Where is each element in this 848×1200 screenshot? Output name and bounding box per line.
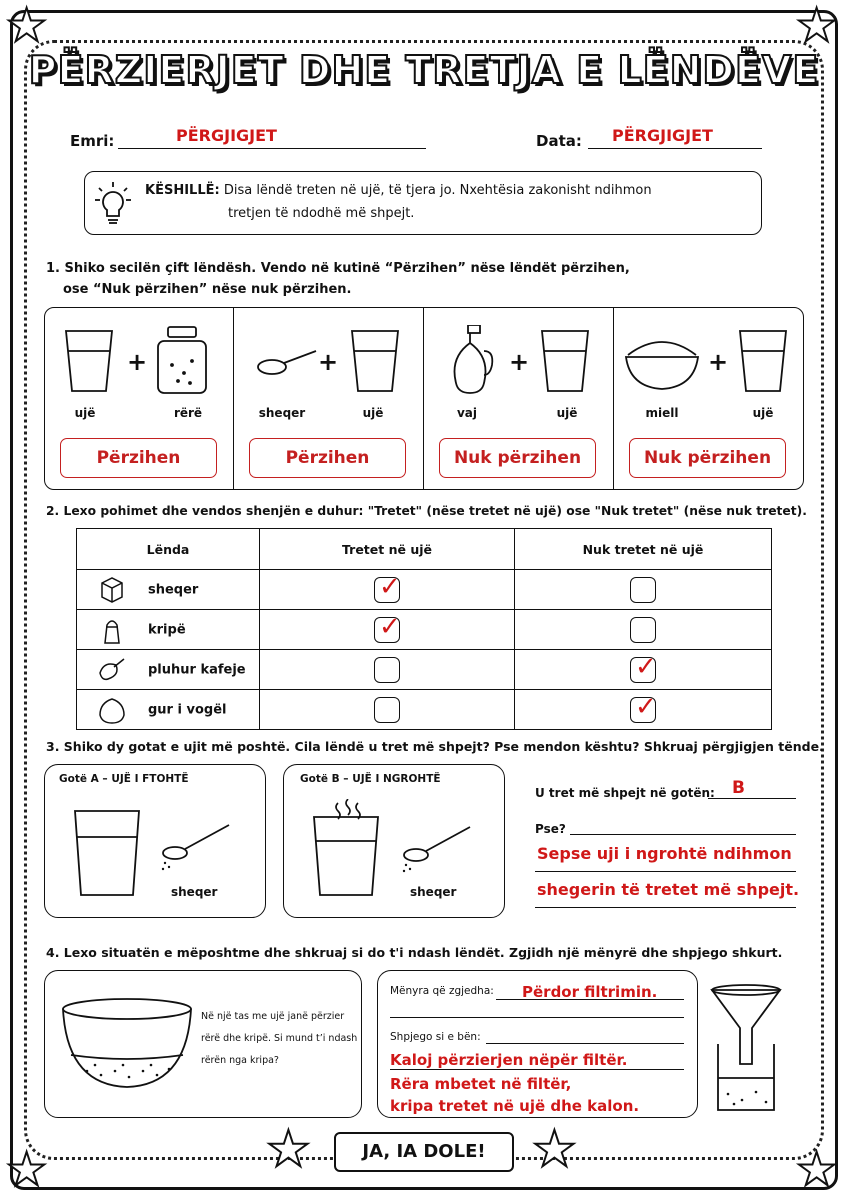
- star-icon: ★: [6, 1142, 48, 1196]
- glass-a-panel: [44, 764, 266, 918]
- q1-label: ujë: [752, 406, 774, 420]
- q1-answer-box[interactable]: Nuk përzihen: [439, 438, 596, 478]
- explain-line[interactable]: [390, 1069, 684, 1070]
- plus-sign: +: [509, 348, 530, 376]
- explain-answer-1: Kaloj përzierjen nëpër filtër.: [390, 1051, 628, 1069]
- faster-label: U tret më shpejt në gotën:: [535, 786, 715, 800]
- q1-prompt-2: ose “Nuk përzihen” nëse nuk përzihen.: [63, 282, 352, 297]
- substance-name: sheqer: [148, 582, 199, 597]
- why-line[interactable]: [535, 907, 796, 908]
- star-icon: ★: [796, 0, 838, 52]
- lightbulb-icon: [93, 180, 133, 226]
- explain-line[interactable]: [486, 1043, 684, 1044]
- explain-label: Shpjego si e bën:: [390, 1031, 481, 1043]
- dissolves-checkbox[interactable]: [374, 657, 400, 683]
- sand-jar-icon: [158, 327, 206, 393]
- table-row: [77, 690, 772, 730]
- not-dissolves-checkbox[interactable]: [630, 577, 656, 603]
- dissolves-checkbox[interactable]: [374, 611, 401, 643]
- name-label: Emri:: [70, 132, 115, 150]
- glass-b-title: Gotë B – UJË I NGROHTË: [300, 773, 441, 785]
- funnel-filter-icon: [708, 982, 788, 1118]
- col-header: Lënda: [77, 529, 260, 570]
- check-mark: ✓: [379, 571, 401, 602]
- water-glass-icon: [66, 331, 112, 391]
- dissolves-checkbox[interactable]: [374, 571, 401, 603]
- q1-label: rërë: [173, 406, 203, 420]
- col-header: Tretet në ujë: [260, 529, 515, 570]
- answer-panel: [377, 970, 698, 1118]
- q1-label: ujë: [362, 406, 384, 420]
- plus-sign: +: [708, 348, 729, 376]
- method-line[interactable]: [390, 1017, 684, 1018]
- check-mark: ✓: [635, 691, 657, 722]
- date-answer: PËRGJIGJET: [612, 126, 713, 145]
- q1-answer-box[interactable]: Përzihen: [60, 438, 217, 478]
- coffee-scoop-icon: [78, 655, 148, 685]
- dissolves-checkbox[interactable]: [374, 697, 400, 723]
- tip-text-1: Disa lëndë treten në ujë, të tjera jo. Nxehtësia zakonisht ndihmon: [223, 183, 652, 198]
- scenario-panel: [44, 970, 362, 1118]
- plus-sign: +: [127, 348, 148, 376]
- q1-label: vaj: [456, 406, 478, 420]
- q1-label: miell: [645, 406, 679, 420]
- plus-sign: +: [318, 348, 339, 376]
- why-line[interactable]: [570, 834, 796, 835]
- why-label: Pse?: [535, 822, 566, 836]
- cold-water-glass-icon: [69, 807, 249, 897]
- star-icon: ★: [6, 0, 48, 52]
- not-dissolves-checkbox[interactable]: [630, 651, 657, 683]
- method-label: Mënyra që zgjedha:: [390, 985, 494, 997]
- name-line[interactable]: [118, 148, 426, 149]
- q1-label: ujë: [74, 406, 96, 420]
- q1-answer-box[interactable]: Përzihen: [249, 438, 406, 478]
- faster-answer: B: [732, 778, 745, 798]
- warm-water-glass-icon: [308, 799, 488, 899]
- name-answer: PËRGJIGJET: [176, 126, 277, 145]
- smiling-star-icon: ★: [266, 1120, 311, 1178]
- water-glass-icon: [740, 331, 786, 391]
- q1-label: ujë: [556, 406, 578, 420]
- sugar-cube-icon: [78, 575, 148, 605]
- why-answer-2: shegerin të tretet më shpejt.: [537, 880, 800, 899]
- water-glass-icon: [542, 331, 588, 391]
- not-dissolves-checkbox[interactable]: [630, 691, 657, 723]
- col-header: Nuk tretet në ujë: [515, 529, 772, 570]
- not-dissolves-checkbox[interactable]: [630, 617, 656, 643]
- glass-b-label: sheqer: [410, 885, 457, 899]
- scenario-line-2: rërë dhe kripë. Si mund t’i ndash: [201, 1033, 358, 1044]
- q1-prompt-1: 1. Shiko secilën çift lëndësh. Vendo në kutinë “Përzihen” nëse lëndët përzihen,: [46, 261, 630, 276]
- flour-bowl-icon: [626, 342, 698, 389]
- salt-shaker-icon: [78, 615, 148, 645]
- table-row: [77, 650, 772, 690]
- q3-prompt: 3. Shiko dy gotat e ujit më poshtë. Cila lëndë u tret më shpejt? Pse mendon kështu? Shkruaj përgjigjen tënde.: [46, 739, 824, 754]
- scenario-line-1: Në një tas me ujë janë përzier: [201, 1011, 345, 1022]
- check-mark: ✓: [379, 611, 401, 642]
- footer-banner: JA, IA DOLE!: [334, 1132, 514, 1172]
- substance-name: kripë: [148, 622, 186, 637]
- oil-bottle-icon: [455, 325, 493, 393]
- substance-name: gur i vogël: [148, 702, 227, 717]
- tip-text-2: tretjen të ndodhë më shpejt.: [228, 206, 415, 221]
- date-line[interactable]: [588, 148, 762, 149]
- check-mark: ✓: [635, 651, 657, 682]
- table-row: [77, 610, 772, 650]
- pebble-icon: [78, 695, 148, 725]
- glass-a-title: Gotë A – UJË I FTOHTË: [59, 773, 189, 785]
- scenario-line-3: rërën nga kripa?: [201, 1055, 279, 1066]
- q1-answer-box[interactable]: Nuk përzihen: [629, 438, 786, 478]
- star-icon: ★: [796, 1142, 838, 1196]
- smiling-star-icon: ★: [532, 1120, 577, 1178]
- faster-line[interactable]: [708, 798, 796, 799]
- explain-answer-3: kripa tretet në ujë dhe kalon.: [390, 1097, 640, 1115]
- water-glass-icon: [352, 331, 398, 391]
- glass-b-panel: [283, 764, 505, 918]
- why-answer-1: Sepse uji i ngrohtë ndihmon: [537, 844, 792, 863]
- why-line[interactable]: [535, 871, 796, 872]
- explain-answer-2: Rëra mbetet në filtër,: [390, 1075, 572, 1093]
- tip-box: [84, 171, 762, 235]
- glass-a-label: sheqer: [171, 885, 218, 899]
- q1-pictures: [60, 325, 820, 405]
- q4-prompt: 4. Lexo situatën e mëposhtme dhe shkruaj si do t'i ndash lëndët. Zgjidh një mënyrë dhe shpjego shkurt.: [46, 945, 783, 960]
- method-answer: Përdor filtrimin.: [522, 983, 658, 1001]
- q2-prompt: 2. Lexo pohimet dhe vendos shenjën e duhur: "Tretet" (nëse tretet në ujë) ose "Nuk tretet" (nëse nuk tretet).: [46, 504, 807, 518]
- tip-label: KËSHILLË:: [145, 183, 220, 198]
- q2-table: [76, 528, 772, 730]
- sand-salt-bowl-icon: [57, 995, 197, 1095]
- substance-name: pluhur kafeje: [148, 662, 246, 677]
- sugar-spoon-icon: [258, 351, 316, 374]
- table-row: [77, 570, 772, 610]
- date-label: Data:: [536, 132, 582, 150]
- page-title: PËRZIERJET DHE TRETJA E LËNDËVE: [28, 48, 820, 92]
- q1-label: sheqer: [258, 406, 306, 420]
